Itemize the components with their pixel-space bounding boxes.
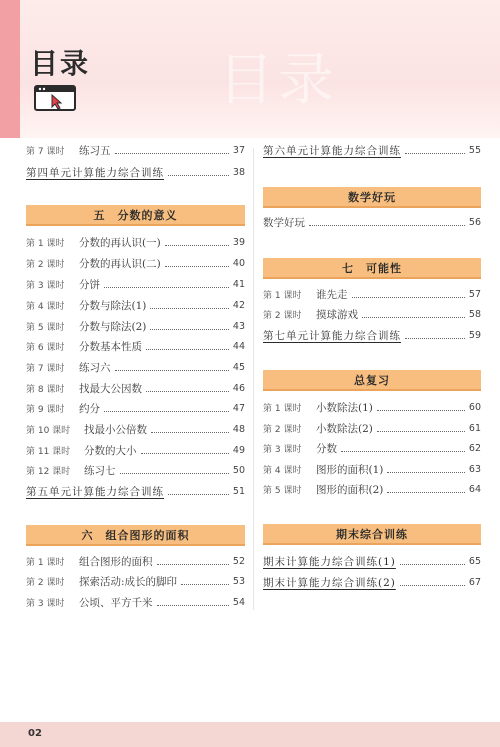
leader-dots (150, 308, 229, 309)
toc-row[interactable] (26, 359, 245, 375)
special-topic: 期末计算能力综合训练(2) (263, 576, 396, 589)
page-number: 48 (232, 423, 245, 435)
toc-row[interactable] (26, 297, 245, 313)
lesson-topic: 图形的面积(1) (316, 463, 384, 476)
lesson-number: 第 2 课时 (263, 310, 302, 321)
lesson-number: 第 1 课时 (263, 403, 302, 414)
page-number: 41 (232, 278, 245, 290)
toc-row-special[interactable] (263, 553, 481, 569)
lesson-topic: 分数基本性质 (79, 340, 142, 353)
unit-banner: 数学好玩 (263, 187, 481, 208)
leader-dots (341, 451, 465, 452)
lesson-number: 第 2 课时 (26, 259, 65, 270)
lesson-topic: 图形的面积(2) (316, 483, 384, 496)
page-number: 40 (232, 257, 245, 269)
toc-row[interactable] (26, 442, 245, 458)
lesson-number: 第 4 课时 (263, 465, 302, 476)
toc-row[interactable] (263, 461, 481, 477)
leader-dots (115, 153, 229, 154)
footer-page-number: 02 (28, 728, 42, 739)
toc-row[interactable] (26, 276, 245, 292)
lesson-topic: 分数的大小 (84, 444, 137, 457)
page-number: 46 (232, 382, 245, 394)
unit-banner: 六 组合图形的面积 (26, 525, 245, 546)
cursor-window-icon (34, 85, 76, 111)
lesson-number: 第 6 课时 (26, 342, 65, 353)
special-topic: 第四单元计算能力综合训练 (26, 166, 164, 179)
toc-row[interactable] (263, 306, 481, 322)
lesson-number: 第 3 课时 (26, 280, 65, 291)
lesson-number: 第 9 课时 (26, 404, 65, 415)
page-number: 44 (232, 340, 245, 352)
lesson-topic: 探索活动:成长的脚印 (79, 575, 178, 588)
special-topic: 第六单元计算能力综合训练 (263, 144, 401, 157)
page-number: 39 (232, 236, 245, 248)
toc-row[interactable] (26, 573, 245, 589)
lesson-number: 第 1 课时 (263, 290, 302, 301)
lesson-topic: 分数的再认识(二) (79, 257, 161, 270)
page-number: 55 (468, 144, 481, 156)
leader-dots (168, 175, 229, 176)
footer-band (0, 722, 500, 747)
page-number: 63 (468, 463, 481, 475)
toc-row[interactable] (263, 286, 481, 302)
leader-dots (309, 225, 465, 226)
lesson-topic: 谁先走 (316, 288, 348, 301)
lesson-number: 第 2 课时 (26, 577, 65, 588)
leader-dots (387, 472, 465, 473)
leader-dots (150, 329, 229, 330)
special-topic: 期末计算能力综合训练(1) (263, 555, 396, 568)
unit-banner: 总复习 (263, 370, 481, 391)
lesson-number: 第 3 课时 (263, 444, 302, 455)
leader-dots (146, 349, 229, 350)
toc-row[interactable] (26, 462, 245, 478)
leader-dots (181, 584, 229, 585)
page-number: 67 (468, 576, 481, 588)
lesson-topic: 找最大公因数 (79, 382, 142, 395)
leader-dots (165, 266, 229, 267)
toc-row[interactable] (26, 255, 245, 271)
lesson-number: 第 1 课时 (26, 238, 65, 249)
page-number: 38 (232, 166, 245, 178)
leader-dots (115, 370, 229, 371)
special-topic: 第五单元计算能力综合训练 (26, 485, 164, 498)
page-number: 50 (232, 464, 245, 476)
toc-row[interactable] (26, 338, 245, 354)
leader-dots (120, 473, 229, 474)
lesson-number: 第 5 课时 (26, 322, 65, 333)
leader-dots (157, 564, 229, 565)
leader-dots (387, 492, 465, 493)
unit-banner: 五 分数的意义 (26, 205, 245, 226)
page-number: 52 (232, 555, 245, 567)
lesson-number: 第 4 课时 (26, 301, 65, 312)
toc-row[interactable] (26, 318, 245, 334)
leader-dots (405, 338, 465, 339)
lesson-topic: 分饼 (79, 278, 100, 291)
leader-dots (377, 431, 465, 432)
toc-row-special[interactable] (26, 164, 245, 180)
page-number: 57 (468, 288, 481, 300)
page-title: 目录 (30, 47, 91, 80)
lesson-topic: 小数除法(2) (316, 422, 373, 435)
lesson-topic: 分数的再认识(一) (79, 236, 161, 249)
page-number: 60 (468, 401, 481, 413)
leader-dots (400, 585, 465, 586)
toc-row[interactable] (26, 421, 245, 437)
toc-row[interactable] (263, 481, 481, 497)
toc-row[interactable] (263, 214, 481, 230)
lesson-number: 第 11 课时 (26, 446, 71, 457)
toc-row[interactable] (26, 380, 245, 396)
lesson-topic: 约分 (79, 402, 100, 415)
leader-dots (157, 605, 229, 606)
toc-row[interactable] (26, 234, 245, 250)
special-topic: 第七单元计算能力综合训练 (263, 329, 401, 342)
lesson-topic: 摸球游戏 (316, 308, 358, 321)
page-number: 37 (232, 144, 245, 156)
page-number: 62 (468, 442, 481, 454)
lesson-number: 第 7 课时 (26, 146, 65, 157)
page-number: 61 (468, 422, 481, 434)
lesson-number: 第 7 课时 (26, 363, 65, 374)
leader-dots (104, 411, 229, 412)
lesson-number: 第 12 课时 (26, 466, 71, 477)
unit-banner: 期末综合训练 (263, 524, 481, 545)
page-number: 47 (232, 402, 245, 414)
toc-row[interactable] (26, 400, 245, 416)
lesson-topic: 分数与除法(2) (79, 320, 147, 333)
lesson-number: 第 5 课时 (263, 485, 302, 496)
toc-row[interactable] (26, 553, 245, 569)
page-number: 43 (232, 320, 245, 332)
toc-row-special[interactable] (263, 574, 481, 590)
lesson-number: 第 1 课时 (26, 557, 65, 568)
page-number: 59 (468, 329, 481, 341)
leader-dots (405, 153, 465, 154)
toc-row[interactable] (263, 399, 481, 415)
lesson-topic: 公顷、平方千米 (79, 596, 153, 609)
lesson-topic: 练习五 (79, 144, 111, 157)
page-number: 64 (468, 483, 481, 495)
page-number: 65 (468, 555, 481, 567)
toc-row[interactable] (26, 142, 245, 158)
page-number: 42 (232, 299, 245, 311)
lesson-topic: 数学好玩 (263, 216, 305, 229)
toc-row-special[interactable] (26, 483, 245, 499)
page-number: 58 (468, 308, 481, 320)
page-number: 54 (232, 596, 245, 608)
toc-row[interactable] (263, 440, 481, 456)
toc-row-special[interactable] (263, 327, 481, 343)
title-watermark: 目录 (218, 48, 338, 113)
page-number: 51 (232, 485, 245, 497)
lesson-number: 第 3 课时 (26, 598, 65, 609)
leader-dots (377, 410, 465, 411)
page-number: 53 (232, 575, 245, 587)
leader-dots (146, 391, 229, 392)
lesson-number: 第 2 课时 (263, 424, 302, 435)
page-number: 49 (232, 444, 245, 456)
lesson-topic: 组合图形的面积 (79, 555, 153, 568)
lesson-topic: 找最小公倍数 (84, 423, 147, 436)
leader-dots (165, 245, 229, 246)
leader-dots (141, 453, 229, 454)
page-number: 45 (232, 361, 245, 373)
toc-row[interactable] (263, 420, 481, 436)
lesson-topic: 分数 (316, 442, 337, 455)
page-number: 56 (468, 216, 481, 228)
unit-banner: 七 可能性 (263, 258, 481, 279)
leader-dots (400, 564, 465, 565)
leader-dots (104, 287, 229, 288)
lesson-topic: 练习六 (79, 361, 111, 374)
lesson-number: 第 8 课时 (26, 384, 65, 395)
leader-dots (362, 317, 465, 318)
lesson-topic: 练习七 (84, 464, 116, 477)
leader-dots (352, 297, 465, 298)
header-accent-strip (0, 0, 20, 138)
toc-row-special[interactable] (263, 142, 481, 158)
leader-dots (168, 494, 229, 495)
leader-dots (151, 432, 229, 433)
lesson-topic: 分数与除法(1) (79, 299, 147, 312)
lesson-number: 第 10 课时 (26, 425, 71, 436)
lesson-topic: 小数除法(1) (316, 401, 373, 414)
toc-row[interactable] (26, 594, 245, 610)
column-divider (253, 148, 254, 610)
